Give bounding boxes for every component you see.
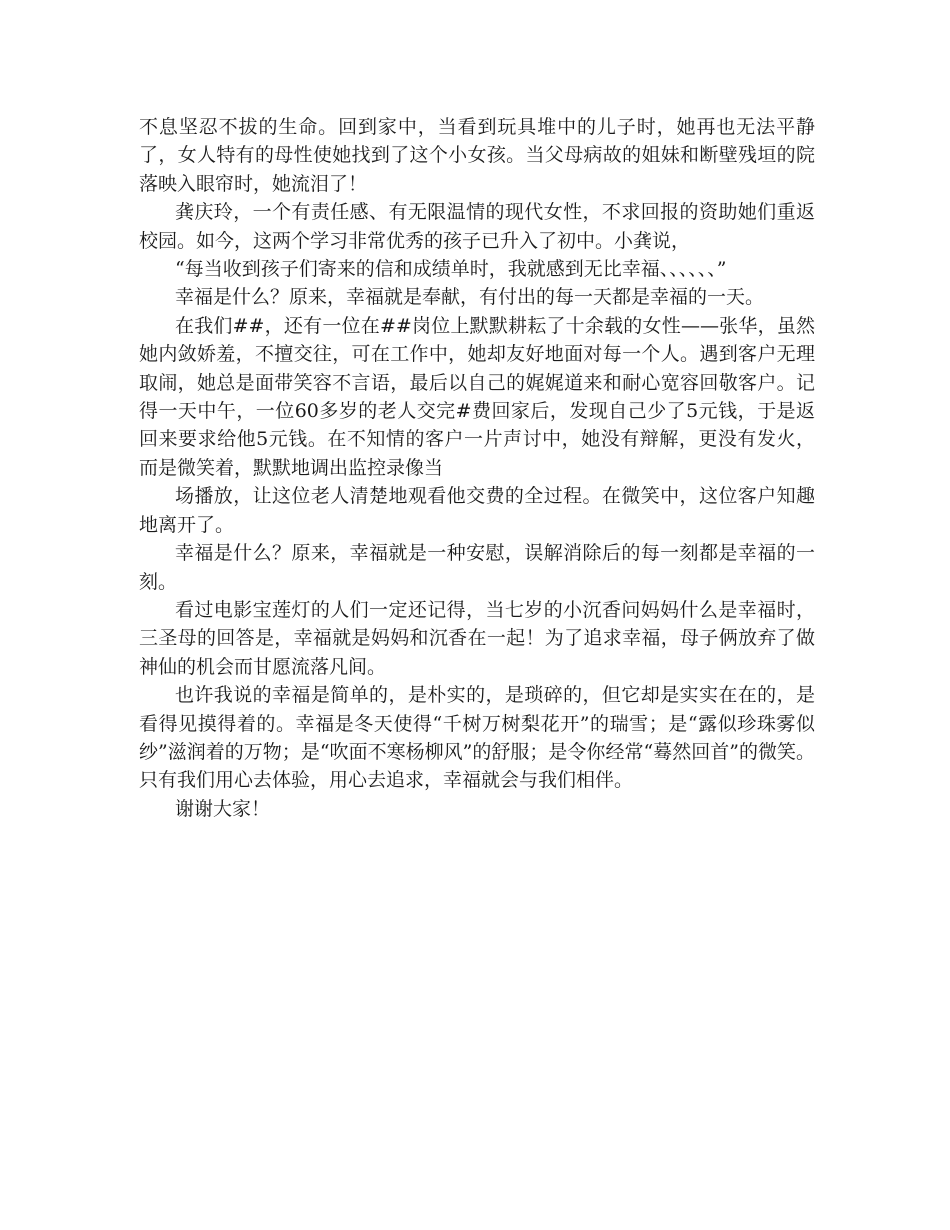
paragraph-lotus-lantern: 看过电影宝莲灯的人们一定还记得，当七岁的小沉香问妈妈什么是幸福时，三圣母的回答是，幸福就是妈妈和沉香在一起！为了追求幸福，母子俩放弃了做神仙的机会而甘愿流落凡间。 <box>139 598 815 678</box>
paragraph-happiness-comfort: 幸福是什么？原来，幸福就是一种安慰，误解消除后的每一刻都是幸福的一刻。 <box>139 542 815 593</box>
paragraph-gong-qingling: 龚庆玲，一个有责任感、有无限温情的现代女性，不求回报的资助她们重返校园。如今，这两个学习非常优秀的孩子已升入了初中。小龚说， <box>139 201 815 252</box>
paragraph-continuation: 不息坚忍不拔的生命。回到家中，当看到玩具堆中的儿子时，她再也无法平静了，女人特有的母性使她找到了这个小女孩。当父母病故的姐妹和断壁残垣的院落映入眼帘时，她流泪了！ <box>139 116 815 195</box>
paragraph-playback: 场播放，让这位老人清楚地观看他交费的全过程。在微笑中，这位客户知趣地离开了。 <box>139 485 815 536</box>
paragraph-zhang-hua: 在我们##，还有一位在##岗位上默默耕耘了十余载的女性——张华，虽然她内敛娇羞，不擅交往，可在工作中，她却友好地面对每一个人。遇到客户无理取闹，她总是面带笑容不言语，最后以自己的娓娓道来和耐心宽容回敬客户。记得一天中午，一位60多岁的老人交完#费回家后，发现自己少了5元钱，于是返回来要求给他5元钱。在不知情的客户一片声讨中，她没有辩解，更没有发火，而是微笑着，默默地调出监控录像当 <box>139 314 815 479</box>
paragraph-simple-happiness: 也许我说的幸福是简单的，是朴实的，是琐碎的，但它却是实实在在的，是看得见摸得着的。幸福是冬天使得“千树万树梨花开”的瑞雪；是“露似珍珠雾似纱”滋润着的万物；是“吹面不寒杨柳风”的舒服；是令你经常“蓦然回首”的微笑。只有我们用心去体验，用心去追求，幸福就会与我们相伴。 <box>139 684 815 792</box>
paragraph-quote: “每当收到孩子们寄来的信和成绩单时，我就感到无比幸福、、、、、、” <box>175 258 727 281</box>
paragraph-thanks: 谢谢大家！ <box>175 797 271 820</box>
document-body <box>139 113 815 823</box>
paragraph-happiness-dedication: 幸福是什么？原来，幸福就是奉献，有付出的每一天都是幸福的一天。 <box>175 286 765 309</box>
